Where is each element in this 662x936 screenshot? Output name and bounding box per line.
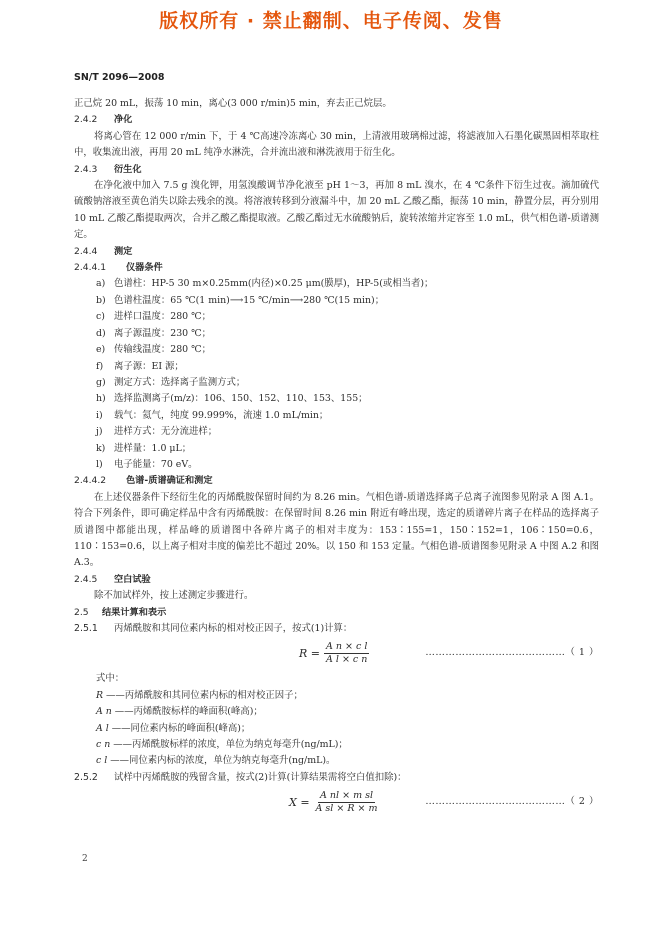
equation-numerator: A nl × m sl bbox=[320, 790, 374, 802]
equation-denominator: A sl × R × m bbox=[315, 803, 378, 815]
section-title: 色谱-质谱确证和测定 bbox=[126, 475, 213, 487]
equation-2-math bbox=[289, 790, 380, 815]
list-item: i) 载气：氦气，纯度 99.999%，流速 1.0 mL/min； bbox=[96, 409, 329, 421]
section-number: 2.4.3 bbox=[74, 163, 98, 175]
symbol-description: ——同位素内标的峰面积(峰高)； bbox=[111, 722, 251, 734]
paragraph-derivatization: 在净化液中加入 7.5 g 溴化钾，用氢溴酸调节净化液至 pH 1～3，再加 8 mL 溴水，在 4 ℃条件下衍生过夜。滴加硫代硫酸钠溶液至黄色消失以除去残余的溴。将溶液转移到分液漏斗中，加 20 mL 乙酸乙酯，振荡 10 min，静置分层，再分别用 10 mL 乙酸乙酯提取两次，合并乙酸乙酯提取液。乙酸乙酯过无水硫酸钠后，旋转浓缩并定容至 1.0 mL，供气相色谱-质谱测定。 bbox=[74, 180, 599, 241]
paragraph-purification: 将离心管在 12 000 r/min 下，于 4 ℃高速冷冻离心 30 min，上清液用玻璃棉过滤，将滤液加入石墨化碳黑固相萃取柱中，收集流出液，再用 20 mL 纯净水淋洗，合并流出液和淋洗液用于衍生化。 bbox=[74, 130, 599, 159]
list-item: k) 进样量：1.0 μL； bbox=[96, 442, 192, 454]
symbol: A n bbox=[96, 706, 112, 718]
list-item: j) 进样方式：无分流进样； bbox=[96, 426, 218, 438]
paragraph-text: 丙烯酰胺和其同位素内标的相对校正因子，按式(1)计算： bbox=[114, 623, 353, 634]
list-item: h) 选择监测离子(m/z)：106、150、152、110、153、155； bbox=[96, 393, 368, 405]
where-label: 式中： bbox=[96, 673, 125, 685]
section-number: 2.5.1 bbox=[74, 623, 98, 634]
section-heading-2-4-2 bbox=[74, 112, 599, 128]
section-number: 2.4.4.1 bbox=[74, 262, 107, 274]
section-number: 2.4.4 bbox=[74, 245, 98, 257]
section-heading-2-4-4-2 bbox=[74, 473, 599, 489]
symbol-description: ——丙烯酰胺和其同位素内标的相对校正因子； bbox=[106, 689, 303, 701]
symbol: c n bbox=[96, 739, 111, 751]
list-item: d) 离子源温度：230 ℃； bbox=[96, 327, 211, 339]
section-title: 净化 bbox=[114, 114, 133, 126]
section-number: 2.5.2 bbox=[74, 771, 98, 783]
list-item: e) 传输线温度：280 ℃； bbox=[96, 344, 211, 356]
symbol-description: ——同位素内标的浓度，单位为纳克每毫升(ng/mL)。 bbox=[110, 755, 336, 767]
section-number: 2.4.5 bbox=[74, 573, 98, 585]
paragraph-2-5-2 bbox=[74, 770, 599, 786]
list-item: g) 测定方式：选择离子监测方式； bbox=[96, 376, 246, 388]
equation-1-math bbox=[299, 641, 369, 666]
section-number: 2.4.4.2 bbox=[74, 475, 107, 487]
symbol-description: ——丙烯酰胺标样的浓度，单位为纳克每毫升(ng/mL)； bbox=[113, 739, 348, 751]
equation-numerator: A n × c l bbox=[326, 641, 368, 653]
equation-number: ……………………………………（ 2 ） bbox=[425, 796, 599, 808]
instrument-conditions-list bbox=[74, 276, 599, 473]
section-title: 结果计算和表示 bbox=[102, 606, 167, 618]
document-body bbox=[74, 96, 599, 820]
equation-2 bbox=[74, 788, 599, 818]
symbol-row bbox=[74, 753, 599, 769]
list-item: a) 色谱柱：HP-5 30 m×0.25mm(内径)×0.25 μm(膜厚)，HP-5(或相当者)； bbox=[96, 278, 434, 290]
paragraph-2-5-1 bbox=[74, 621, 599, 637]
page-number: 2 bbox=[82, 854, 88, 864]
equation-fraction bbox=[324, 641, 369, 666]
section-heading-2-4-5 bbox=[74, 572, 599, 588]
section-number: 2.5 bbox=[74, 606, 89, 618]
section-heading-2-4-3 bbox=[74, 162, 599, 178]
symbol-definitions bbox=[74, 688, 599, 770]
section-heading-2-5 bbox=[74, 605, 599, 621]
symbol-row bbox=[74, 688, 599, 704]
symbol-row bbox=[74, 704, 599, 720]
list-item: f) 离子源：EI 源； bbox=[96, 360, 184, 372]
paragraph-text: 试样中丙烯酰胺的残留含量，按式(2)计算(计算结果需将空白值扣除)： bbox=[114, 771, 407, 783]
equation-denominator: A l × c n bbox=[326, 654, 368, 666]
symbol: c l bbox=[96, 755, 108, 767]
list-item: c) 进样口温度：280 ℃； bbox=[96, 311, 211, 323]
section-heading-2-4-4 bbox=[74, 244, 599, 260]
equation-lhs: R = bbox=[299, 646, 320, 660]
symbol: R bbox=[96, 689, 104, 701]
equation-lhs: X = bbox=[289, 795, 310, 809]
section-title: 空白试验 bbox=[114, 573, 151, 585]
symbol-row bbox=[74, 737, 599, 753]
continued-paragraph: 正己烷 20 mL，振荡 10 min，离心(3 000 r/min)5 min，弃去正己烷层。 bbox=[74, 98, 392, 109]
equation-1 bbox=[74, 639, 599, 669]
symbol-row bbox=[74, 721, 599, 737]
section-heading-2-4-4-1 bbox=[74, 260, 599, 276]
section-number: 2.4.2 bbox=[74, 114, 98, 126]
list-item: l) 电子能量：70 eV。 bbox=[96, 458, 198, 470]
equation-fraction bbox=[314, 790, 380, 815]
section-title: 测定 bbox=[114, 245, 133, 257]
symbol: A l bbox=[96, 722, 109, 734]
section-title: 仪器条件 bbox=[126, 262, 163, 274]
section-title: 衍生化 bbox=[114, 163, 142, 175]
watermark-banner: 版权所有 · 禁止翻制、电子传阅、发售 bbox=[159, 10, 503, 32]
paragraph-blank-test: 除不加试样外，按上述测定步骤进行。 bbox=[94, 590, 254, 602]
standard-code-header: SN/T 2096—2008 bbox=[74, 72, 165, 83]
equation-number: ……………………………………（ 1 ） bbox=[425, 647, 599, 659]
paragraph-confirmation: 在上述仪器条件下经衍生化的丙烯酰胺保留时间约为 8.26 min。气相色谱-质谱选择离子总离子流图参见附录 A 图 A.1。符合下列条件，即可确定样品中含有丙烯酰胺：在保留时间 8.26 min 附近有峰出现，选定的质谱碎片离子在样品的选择离子质谱图中都能出现，样品峰的质谱图中各碎片离子的相对丰度为：153∶155=1，150∶152=1，106∶150=0.6，110∶153=0.6，以上离子相对丰度的偏差比不超过 20%。以 150 和 153 定量。气相色谱-质谱图参见附录 A 中图 A.2 和图 A.3。 bbox=[74, 491, 599, 569]
list-item: b) 色谱柱温度：65 ℃(1 min)⟶15 ℃/min⟶280 ℃(15 min)； bbox=[96, 294, 385, 306]
symbol-description: ——丙烯酰胺标样的峰面积(峰高)； bbox=[114, 706, 263, 718]
